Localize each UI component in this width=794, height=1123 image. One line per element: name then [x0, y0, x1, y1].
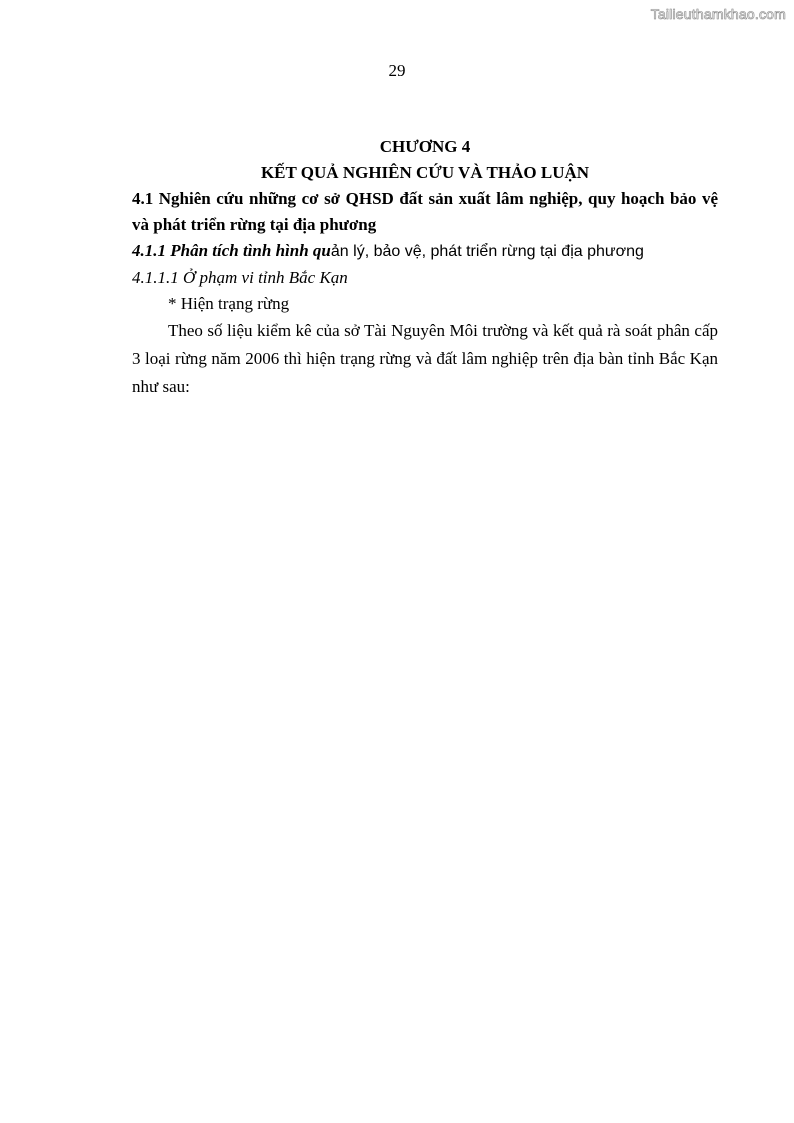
section-heading-4-1-1-bold-part: 4.1.1 Phân tích tình hình qu: [132, 241, 331, 260]
body-paragraph: Theo số liệu kiểm kê của sở Tài Nguyên Môi trường và kết quả rà soát phân cấp 3 loại rừng năm 2006 thì hiện trạng rừng và đất lâm nghiệp trên địa bàn tỉnh Bắc Kạn như sau:: [132, 321, 718, 396]
bullet-forest-status: * Hiện trạng rừng: [168, 294, 290, 313]
page-number: 29: [388, 61, 406, 80]
chapter-title: KẾT QUẢ NGHIÊN CỨU VÀ THẢO LUẬN: [260, 163, 590, 182]
document-body: [132, 134, 718, 401]
chapter-number: CHƯƠNG 4: [379, 137, 471, 156]
section-heading-4-1-1-plain-part: ản lý, bảo vệ, phát triển rừng tại địa phương: [330, 243, 644, 260]
section-heading-4-1-1: [132, 238, 718, 265]
section-heading-4-1: 4.1 Nghiên cứu những cơ sở QHSD đất sản xuất lâm nghiệp, quy hoạch bảo vệ và phát triển rừng tại địa phương: [132, 189, 718, 234]
watermark: Tailieuthamkhao.com: [650, 6, 786, 22]
section-heading-4-1-1-1: 4.1.1.1 Ở phạm vi tỉnh Bắc Kạn: [132, 268, 348, 287]
